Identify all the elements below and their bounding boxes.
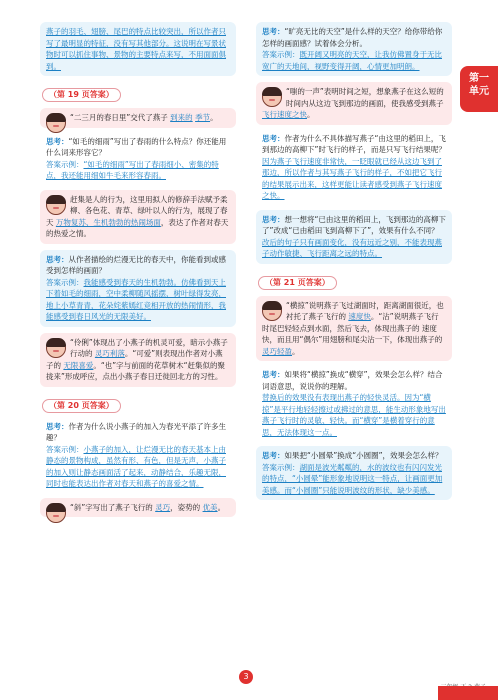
right-block-5-f: 速度快，而且用“偶尔”用翅膀和尾尖沾一下，体现出燕子的 [262, 323, 443, 344]
left-block-2-fill-1: 到来的 [170, 113, 193, 122]
right-block-2-c: 。 [307, 110, 315, 119]
right-block-4-answer: 改后的句子只有画面变化，没有远近之别，不能表现燕子动作敏捷、飞行距离之远的特点。 [262, 237, 442, 258]
footer-accent-bar [438, 686, 498, 700]
think-label: 思考： [262, 27, 285, 36]
left-block-2-a: “二三月的春日里”交代了燕子 [70, 113, 168, 122]
right-block-3-answer: 因为燕子飞行速度非常快，一眨眼就已经从这边飞到了那边，所以作者与其写燕子飞行的样子，不如把它飞行的结果展示出来，这样更能让读者感受到燕子飞行速度之快。 [262, 156, 442, 200]
right-block-7 [256, 446, 452, 500]
left-block-5-question: 从作者描绘的烂漫无比的春天中，你能看到或感受到怎样的画面？ [46, 254, 226, 275]
answer-example-label: 答案示例： [46, 159, 84, 169]
think-label: 思考： [262, 214, 285, 224]
girl-avatar-icon [46, 503, 66, 523]
left-block-7 [40, 419, 236, 492]
left-block-1-text: 燕子的羽毛、翅膀、尾巴的特点比较突出，所以作者只写了最明显的特征，没有写其他部分。这说明在写景状物时可以抓住事物、景物的主要特点来写，不用面面俱到。 [46, 27, 226, 71]
left-block-4-a: 赶集是人的行为，这里用拟人的修辞手法赋予柔柳、各色花、青草、绿叶以人的行为，展现了春天 [46, 194, 228, 227]
unit-tab [460, 66, 498, 112]
right-block-1-question: “旷亮无比的天空”是什么样的天空？给你带给你怎样的画面感？试着体会分析。 [262, 27, 443, 48]
right-block-5-e: 。 [292, 346, 300, 356]
answer-example-label: 答案示例： [46, 277, 84, 287]
left-block-5 [40, 250, 236, 327]
right-block-2-a: “嗤的一声”表明时间之短，想象燕子在这么短的时间内从这边飞到那边的画面，使我感受到燕子 [286, 87, 444, 108]
right-block-6-answer: 替换后的效果没有表现出燕子的轻快灵活。因为“横掠”是平行地轻轻擦过或拂过的意思，能生动形象地写出燕子飞行时的灵敏、轻快。而“横穿”是横着穿行的意思，无法体现这一点。 [262, 393, 446, 437]
girl-avatar-icon [262, 87, 282, 107]
left-block-6-fill-2: 无限喜爱 [63, 360, 94, 370]
think-label: 思考： [262, 451, 285, 460]
answer-example-label: 答案示例： [262, 50, 300, 59]
left-block-4 [40, 190, 236, 244]
left-block-8-fill-1: 灵巧 [155, 502, 171, 512]
left-block-8 [40, 498, 236, 518]
girl-avatar-icon [46, 113, 66, 133]
left-block-2 [40, 108, 236, 128]
left-column [40, 22, 236, 523]
right-block-5-fill-1: 速度快 [348, 312, 371, 321]
unit-tab-line2: 单元 [469, 86, 489, 97]
girl-avatar-icon [46, 195, 66, 215]
right-block-2 [256, 82, 452, 125]
right-block-4 [256, 210, 452, 264]
right-block-1 [256, 22, 452, 76]
right-block-1-answer: 既开阔又明亮的天空，让我仿佛置身于无比宽广的天地间，视野变得开阔，心情更加明朗。 [262, 50, 442, 71]
right-block-4-question: 想一想将“已由这里的稻田上，飞到那边的高柳下了”改成“已由稻田飞到高柳下了”，效果有什么不同？ [262, 214, 446, 235]
left-block-3 [40, 134, 236, 184]
think-label: 思考： [46, 421, 69, 431]
left-block-5-answer: 我能感受到春天的生机勃勃。仿佛看到天上下着如毛的细雨，空中柔柳随风摇摆，树叶绿得发亮，地上小草青青，花朵姹紫嫣红竞相开放的热闹情形，我能感受到春日风光的无限美好。 [46, 277, 226, 321]
page-19-answers-label: （第 19 页答案） [42, 88, 121, 102]
think-label: 思考： [262, 370, 285, 379]
right-block-3-question: 作者为什么不具体描写燕子“由这里的稻田上，飞到那边的高柳下”时飞行的样子，而是只写飞行结果呢？ [262, 133, 446, 154]
left-block-7-question: 作者为什么说小燕子的加入为春光平添了许多生趣？ [46, 421, 226, 442]
page-21-answers-label: （第 21 页答案） [258, 276, 337, 290]
right-column [256, 22, 452, 506]
girl-avatar-icon [46, 338, 66, 358]
think-label: 思考： [46, 254, 69, 264]
right-block-5-a: “横掠”说明燕子飞过湖面时，距离湖面很近，也衬托了燕子飞行的 [286, 300, 444, 321]
right-block-7-question: 如果把“小圆晕”换成“小圆圈”，效果会怎么样？ [284, 451, 443, 460]
left-block-2-fill-2: 季节 [195, 113, 211, 122]
think-label: 思考： [46, 136, 69, 146]
left-block-8-fill-2: 优美 [202, 502, 218, 512]
left-block-6-a: “伶俐”体现出了小燕子的机灵可爱，暗示小燕子行动的 [70, 337, 228, 358]
left-block-3-question: “如毛的细雨”写出了春雨的什么特点？你还能用什么词来形容它？ [46, 136, 227, 157]
left-block-3-answer: “如毛的细雨”写出了春雨细小、密集的特点，我还能用细如牛毛来形容春雨。 [46, 159, 219, 180]
left-block-6-e: 。“也”字与前面的花草树木“赶集似的聚拢来”形成呼应，点出小燕子春日迁徙回北方的习性。 [46, 360, 226, 381]
right-block-7-answer: 湖面是波光粼粼的，水的波纹也有闪闪发光的特点，“小圆晕”能形象地说明这一特点，让画面更加美感。而“小圆圈”只能说明波纹的形状，缺少美感。 [262, 462, 443, 495]
girl-avatar-icon [262, 301, 282, 321]
left-block-8-e: 。 [217, 502, 226, 512]
right-block-3 [256, 131, 452, 204]
left-block-4-c: ，表达了作者对春天的热爱之情。 [46, 217, 229, 238]
page-20-answers-label: （第 20 页答案） [42, 399, 121, 413]
right-block-5 [256, 296, 452, 362]
left-block-8-c: ，姿势的 [170, 502, 201, 512]
left-block-6-c: 。“可爱”则表现出作者对小燕子的 [46, 349, 223, 370]
left-block-7-answer: 小燕子的加入，让烂漫无比的春天基本上由静态的景物构成，虽然有形、有色，但是无声，小燕子的加入则让静态画面活了起来，动静结合，乐趣无限，同时也能表达出作者对春天和燕子的喜爱之情。 [46, 444, 226, 488]
answer-example-label: 答案示例： [46, 444, 84, 454]
think-label: 思考： [262, 133, 285, 143]
left-block-6 [40, 333, 236, 387]
left-block-4-fill: 万物复苏、生机勃勃的热闹场面 [55, 217, 161, 227]
unit-tab-line1: 第一 [469, 73, 489, 84]
right-block-6 [256, 367, 452, 440]
right-block-5-c: 。“沾”说明燕子飞行时尾巴轻轻点到水面，然后飞去，体现出燕子的 [262, 312, 439, 333]
right-block-6-question: 如果将“横掠”换成“横穿”，效果会怎么样？结合词语意思，说说你的理解。 [262, 370, 443, 391]
page-number: 3 [239, 670, 253, 684]
right-block-5-fill-2: 灵巧轻盈 [262, 346, 292, 356]
left-block-6-fill-1: 灵巧利落 [94, 349, 125, 358]
left-block-8-a: “斜”字写出了燕子飞行的 [70, 502, 153, 512]
right-block-2-fill: 飞行速度之快 [262, 110, 307, 119]
left-block-2-end: 。 [210, 113, 218, 122]
answer-example-label: 答案示例： [262, 462, 300, 472]
left-block-1 [40, 22, 236, 76]
